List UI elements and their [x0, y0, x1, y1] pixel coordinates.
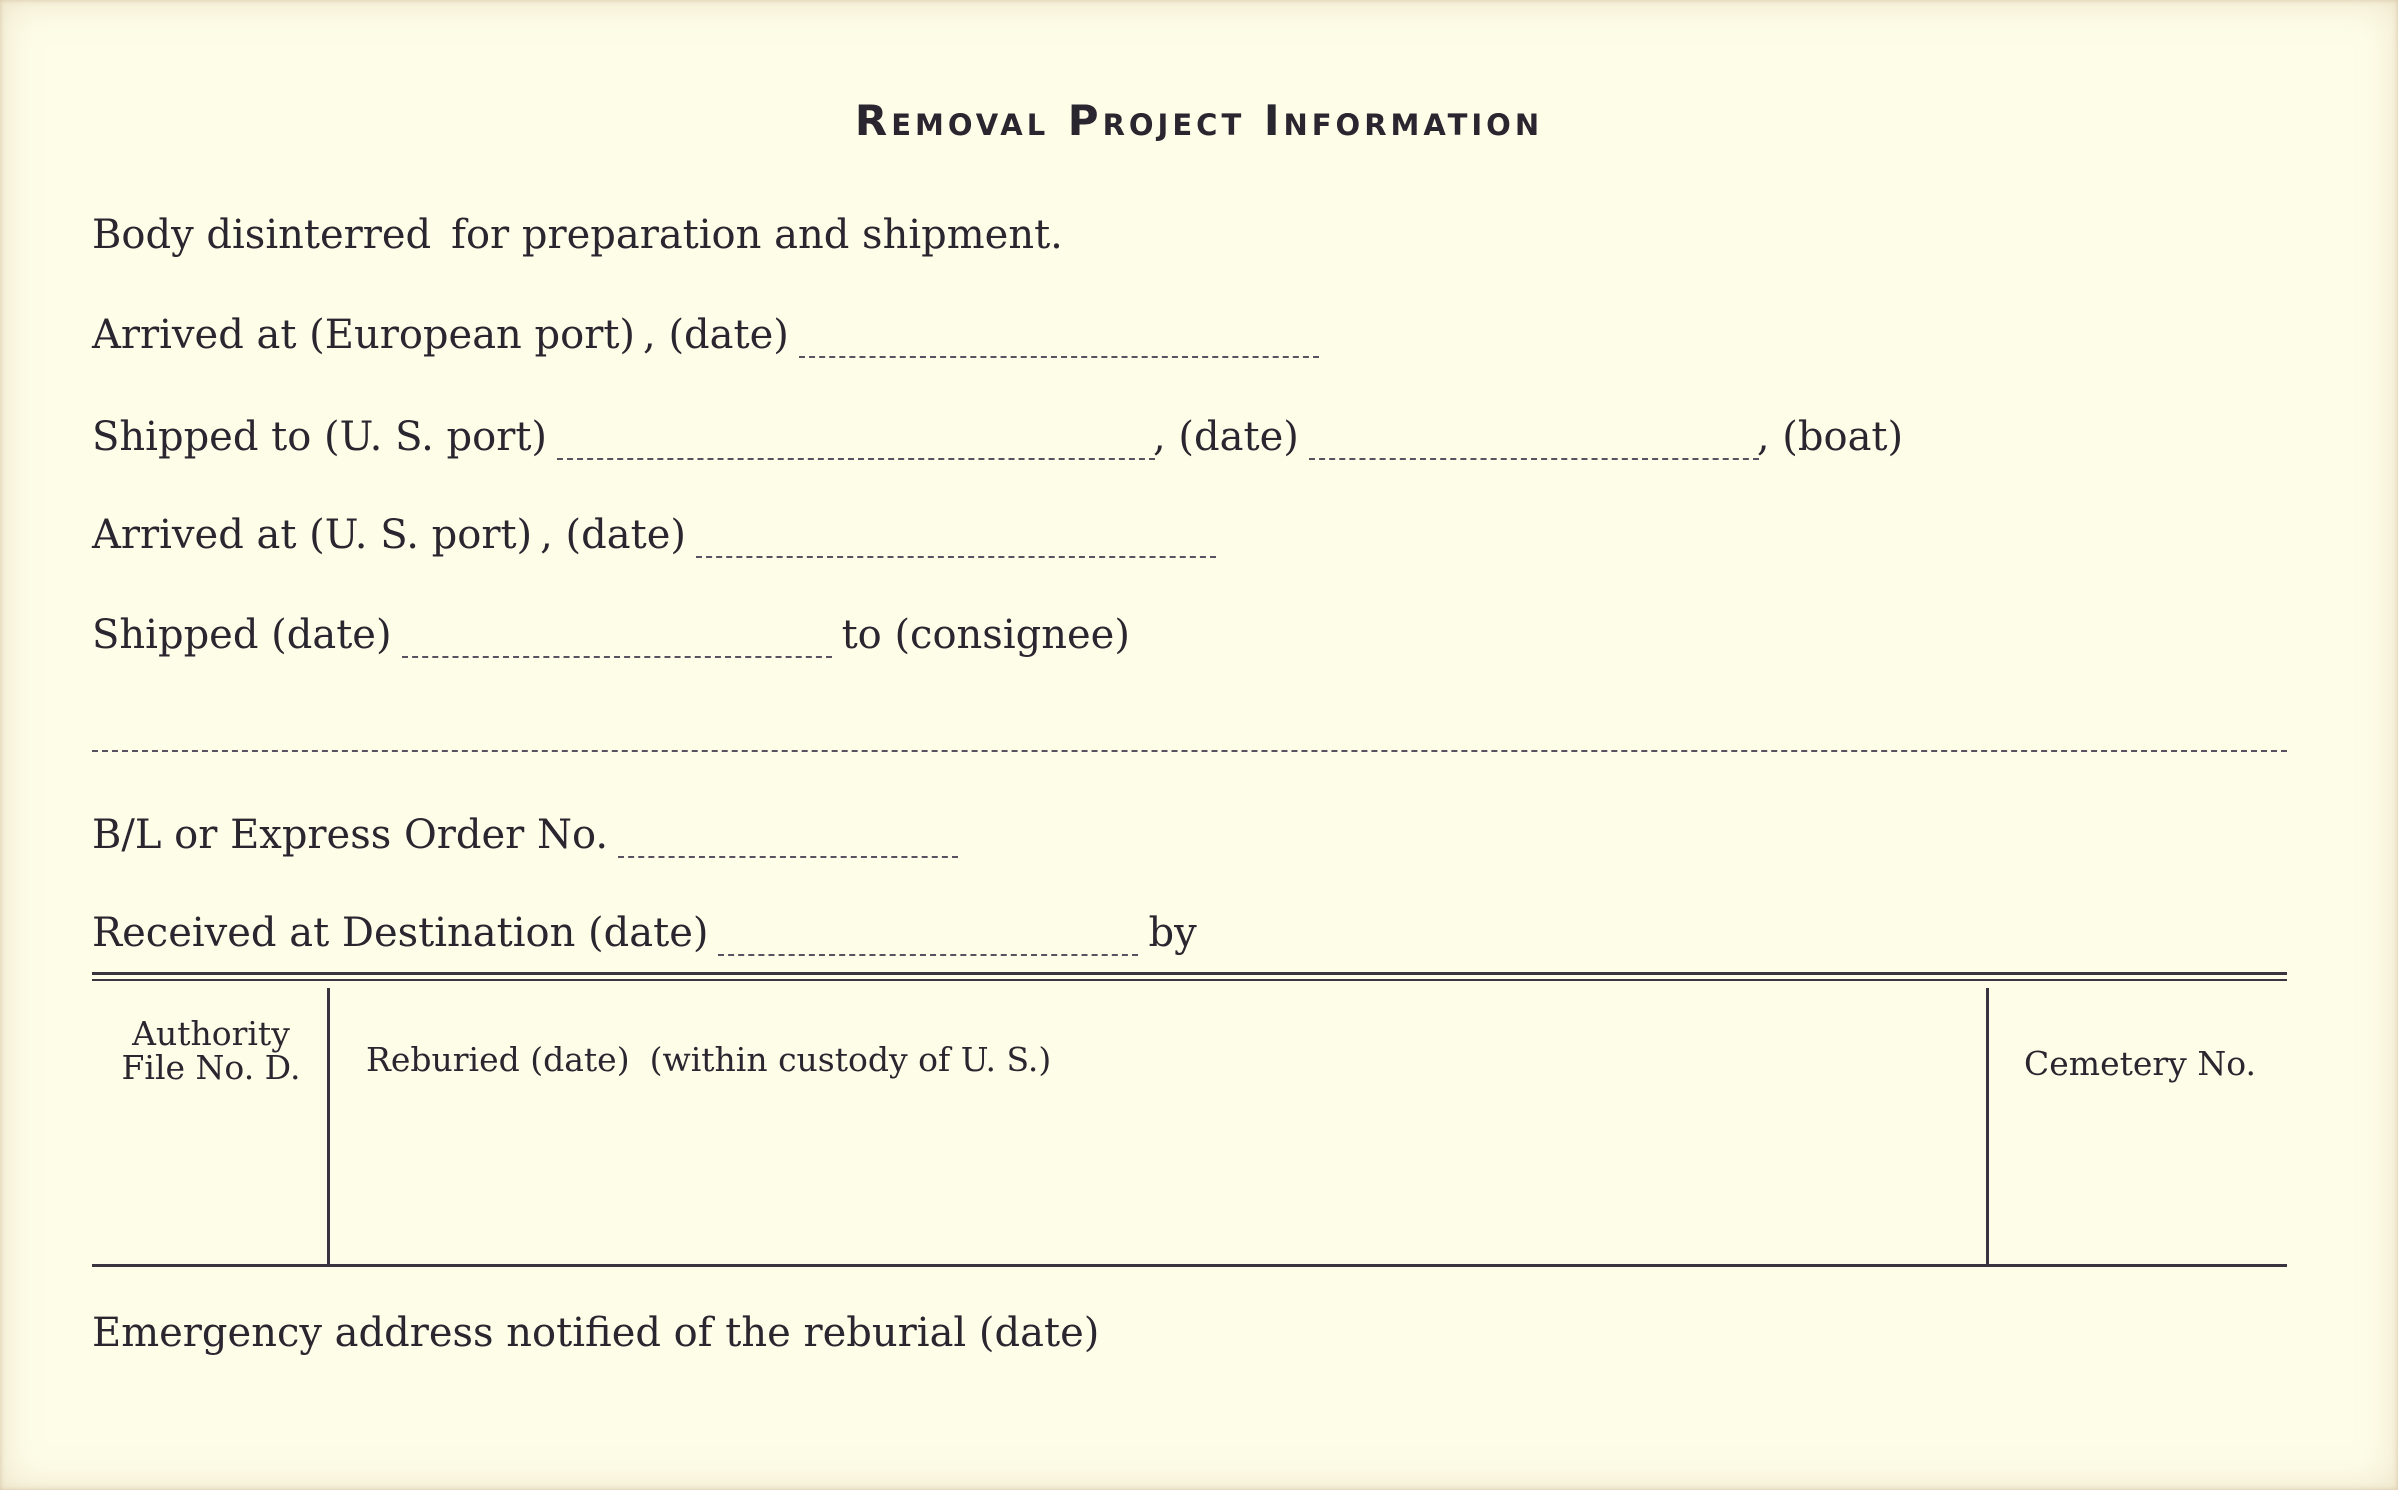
received-date-field[interactable]: [718, 926, 1138, 956]
page-title: Removal Project Information: [854, 96, 1544, 145]
reburied-label: Reburied (date): [366, 1040, 630, 1079]
consignee-continuation-field[interactable]: [92, 750, 2287, 752]
european-date-field[interactable]: [799, 328, 1319, 358]
received-row: [92, 910, 2292, 970]
shipped-us-label: Shipped to (U. S. port): [92, 414, 547, 460]
shipped-date-field[interactable]: [1309, 430, 1759, 460]
bl-order-label: B/L or Express Order No.: [92, 812, 609, 858]
authority-file-cell: [96, 1014, 326, 1087]
shipped-date-label: Shipped (date): [92, 612, 392, 658]
consignee-label: to (consignee): [841, 612, 1130, 658]
authority-label: Authority: [132, 1014, 290, 1053]
received-by-label: by: [1148, 910, 1197, 956]
arrived-european-row: [92, 312, 2292, 372]
reburied-row: [366, 1040, 1952, 1100]
us-port-field[interactable]: [557, 430, 1155, 460]
body-disinterred-suffix: for preparation and shipment.: [451, 212, 1063, 258]
shipped-us-date-label: , (date): [1153, 414, 1299, 460]
shipped-date-row: [92, 612, 2292, 672]
ship-date-field[interactable]: [402, 628, 832, 658]
us-arrival-date-field[interactable]: [696, 528, 1216, 558]
emergency-row: [92, 1310, 2292, 1370]
shipped-us-row: [92, 414, 2292, 474]
file-no-label: File No. D.: [121, 1048, 301, 1087]
arrived-us-label: Arrived at (U. S. port): [92, 512, 533, 558]
received-label: Received at Destination (date): [92, 910, 709, 956]
emergency-label: Emergency address notified of the reburial (date): [92, 1310, 1100, 1356]
box-bottom-rule: [92, 1264, 2287, 1267]
arrived-us-date-label: , (date): [540, 512, 686, 558]
box-top-rule: [92, 972, 2287, 981]
custody-label: (within custody of U. S.): [649, 1040, 1052, 1079]
cemetery-no-label: Cemetery No.: [2024, 1044, 2256, 1083]
box-left-divider: [327, 988, 330, 1264]
bl-order-row: [92, 812, 2292, 872]
bl-order-field[interactable]: [618, 828, 958, 858]
box-right-divider: [1986, 988, 1989, 1264]
body-disinterred-label: Body disinterred: [92, 212, 432, 258]
shipped-us-boat-label: , (boat): [1756, 414, 1904, 460]
arrived-us-row: [92, 512, 2292, 572]
arrived-european-date-label: , (date): [643, 312, 789, 358]
arrived-european-label: Arrived at (European port): [92, 312, 636, 358]
body-disinterred-row: [92, 212, 2292, 272]
